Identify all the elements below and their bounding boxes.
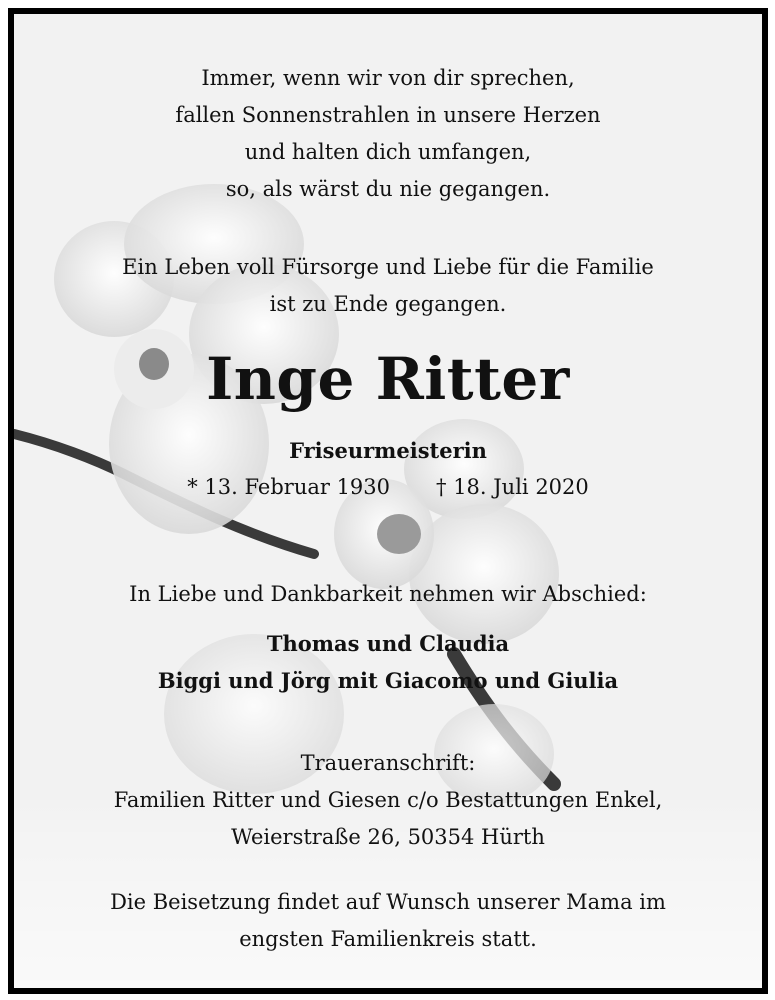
intro-line: Ein Leben voll Fürsorge und Liebe für die Familie [122, 255, 654, 279]
death-date: † 18. Juli 2020 [436, 475, 589, 499]
deceased-name: Inge Ritter [206, 345, 570, 413]
notice-text [14, 14, 762, 988]
mourners-list [14, 625, 762, 699]
intro-text [14, 249, 762, 323]
life-dates [14, 470, 762, 504]
verse-line: fallen Sonnenstrahlen in unsere Herzen [175, 103, 601, 127]
farewell-text [14, 576, 762, 613]
verse-line: Immer, wenn wir von dir sprechen, [201, 66, 575, 90]
deceased-profession: Friseurmeisterin [289, 438, 487, 463]
address-line: Weierstraße 26, 50354 Hürth [231, 825, 545, 849]
address-line: Traueranschrift: [300, 751, 476, 775]
mourning-address [14, 745, 762, 856]
burial-note [14, 884, 762, 958]
burial-line: Die Beisetzung findet auf Wunsch unserer Mama im [110, 890, 666, 914]
mourner-line: Thomas und Claudia [266, 631, 510, 656]
verse-line: so, als wärst du nie gegangen. [225, 177, 551, 201]
mourner-line: Biggi und Jörg mit Giacomo und Giulia [157, 668, 619, 693]
intro-line: ist zu Ende gegangen. [269, 292, 507, 316]
memorial-verse [14, 60, 762, 208]
farewell-line: In Liebe und Dankbarkeit nehmen wir Abschied: [129, 582, 647, 606]
birth-date: * 13. Februar 1930 [187, 475, 391, 499]
burial-line: engsten Familienkreis statt. [239, 927, 537, 951]
obituary-notice [8, 8, 768, 994]
address-line: Familien Ritter und Giesen c/o Bestattungen Enkel, [113, 788, 663, 812]
verse-line: und halten dich umfangen, [244, 140, 532, 164]
